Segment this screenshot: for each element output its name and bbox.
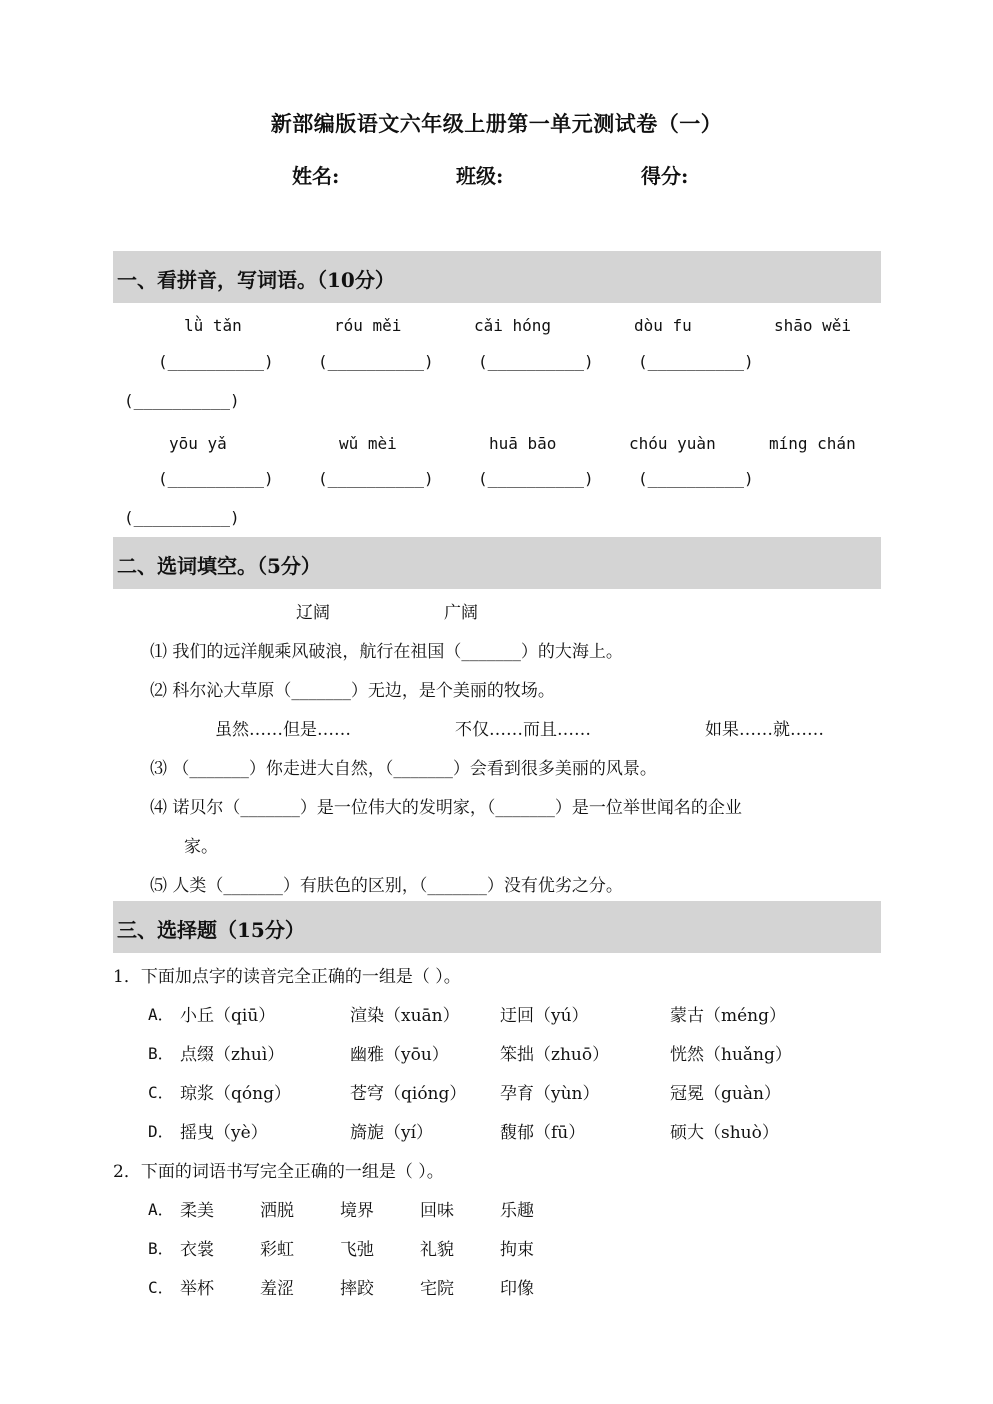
word-option: 不仅……而且…… xyxy=(455,720,591,740)
option-item: 印像 xyxy=(500,1279,534,1299)
option-label: A． xyxy=(148,1005,174,1024)
option-item: 拘束 xyxy=(500,1240,534,1260)
option-item: 乐趣 xyxy=(500,1201,534,1221)
question-line: ⑶ （_______）你走进大自然，（_______）会看到很多美丽的风景。 xyxy=(150,759,657,779)
answer-blank[interactable]: (__________) xyxy=(318,352,434,371)
option-item: 迂回（yú） xyxy=(500,1006,589,1026)
pinyin: yōu yǎ xyxy=(169,434,227,453)
option-item: 羞涩 xyxy=(260,1279,294,1299)
option-item: 恍然（huǎng） xyxy=(670,1045,792,1065)
question-line: ⑵ 科尔沁大草原（_______）无边，是个美丽的牧场。 xyxy=(150,681,555,701)
pinyin: huā bāo xyxy=(489,434,557,453)
option-item: 洒脱 xyxy=(260,1201,294,1221)
option-item: 冠冕（guàn） xyxy=(670,1084,781,1104)
answer-blank[interactable]: (__________) xyxy=(158,352,274,371)
section-3-heading: 三、选择题（15分） xyxy=(117,918,305,942)
option-label: A． xyxy=(148,1200,174,1219)
question-1: 1．下面加点字的读音完全正确的一组是（ ）。 xyxy=(113,967,461,987)
word-option: 辽阔 xyxy=(296,603,330,623)
section-3-header xyxy=(113,901,881,953)
option-item: 孕育（yùn） xyxy=(500,1084,600,1104)
pinyin: lǜ tǎn xyxy=(184,316,242,335)
pinyin: shāo wěi xyxy=(774,316,852,335)
answer-blank[interactable]: (__________) xyxy=(638,469,754,488)
pinyin: dòu fu xyxy=(634,316,692,335)
option-item: 境界 xyxy=(340,1201,374,1221)
option-item: 馥郁（fū） xyxy=(500,1123,586,1143)
word-option: 广阔 xyxy=(444,603,478,623)
option-item: 蒙古（méng） xyxy=(670,1006,787,1026)
pinyin: míng chán xyxy=(769,434,856,453)
section-2-header xyxy=(113,537,881,589)
option-label: B． xyxy=(148,1239,174,1258)
option-label: C． xyxy=(148,1083,174,1102)
answer-blank[interactable]: (__________) xyxy=(124,391,240,410)
option-item: 飞弛 xyxy=(340,1240,374,1260)
section-2-heading: 二、选词填空。（5分） xyxy=(117,554,321,578)
option-label: C． xyxy=(148,1278,174,1297)
question-line: ⑴ 我们的远洋舰乘风破浪，航行在祖国（_______）的大海上。 xyxy=(150,642,623,662)
option-item: 苍穹（qióng） xyxy=(350,1084,467,1104)
pinyin: róu měi xyxy=(334,316,402,335)
answer-blank[interactable]: (__________) xyxy=(158,469,274,488)
option-item: 举杯 xyxy=(180,1279,214,1299)
answer-blank[interactable]: (__________) xyxy=(478,469,594,488)
section-1-header xyxy=(113,251,881,303)
score-label: 得分: xyxy=(641,164,689,188)
answer-blank[interactable]: (__________) xyxy=(478,352,594,371)
option-item: 笨拙（zhuō） xyxy=(500,1045,610,1065)
option-item: 小丘（qiū） xyxy=(180,1006,276,1026)
option-item: 宅院 xyxy=(420,1279,454,1299)
option-item: 渲染（xuān） xyxy=(350,1006,460,1026)
pinyin: chóu yuàn xyxy=(629,434,716,453)
question-line: ⑷ 诺贝尔（_______）是一位伟大的发明家，（_______）是一位举世闻名的企业 xyxy=(150,798,742,818)
word-option: 如果……就…… xyxy=(705,720,824,740)
option-label: D． xyxy=(148,1122,174,1141)
option-item: 旖旎（yí） xyxy=(350,1123,434,1143)
pinyin: wǔ mèi xyxy=(339,434,397,453)
section-1-heading: 一、看拼音，写词语。（10分） xyxy=(117,268,395,292)
option-item: 硕大（shuò） xyxy=(670,1123,779,1143)
option-item: 点缀（zhuì） xyxy=(180,1045,285,1065)
page-title: 新部编版语文六年级上册第一单元测试卷（一） xyxy=(270,111,723,136)
option-item: 衣裳 xyxy=(180,1240,214,1260)
option-item: 幽雅（yōu） xyxy=(350,1045,449,1065)
question-2: 2．下面的词语书写完全正确的一组是（ ）。 xyxy=(113,1162,444,1182)
option-item: 柔美 xyxy=(180,1201,214,1221)
option-item: 摇曳（yè） xyxy=(180,1123,268,1143)
option-item: 摔跤 xyxy=(340,1279,374,1299)
option-item: 礼貌 xyxy=(420,1240,454,1260)
option-item: 彩虹 xyxy=(260,1240,294,1260)
word-option: 虽然……但是…… xyxy=(215,720,351,740)
class-label: 班级: xyxy=(456,164,504,188)
option-item: 回味 xyxy=(420,1201,454,1221)
question-line: ⑸ 人类（_______）有肤色的区别，（_______）没有优劣之分。 xyxy=(150,876,623,896)
answer-blank[interactable]: (__________) xyxy=(638,352,754,371)
pinyin: cǎi hóng xyxy=(474,316,552,335)
name-label: 姓名: xyxy=(292,164,340,188)
option-label: B． xyxy=(148,1044,174,1063)
option-item: 琼浆（qóng） xyxy=(180,1084,291,1104)
question-line: 家。 xyxy=(184,837,218,857)
answer-blank[interactable]: (__________) xyxy=(318,469,434,488)
answer-blank[interactable]: (__________) xyxy=(124,508,240,527)
